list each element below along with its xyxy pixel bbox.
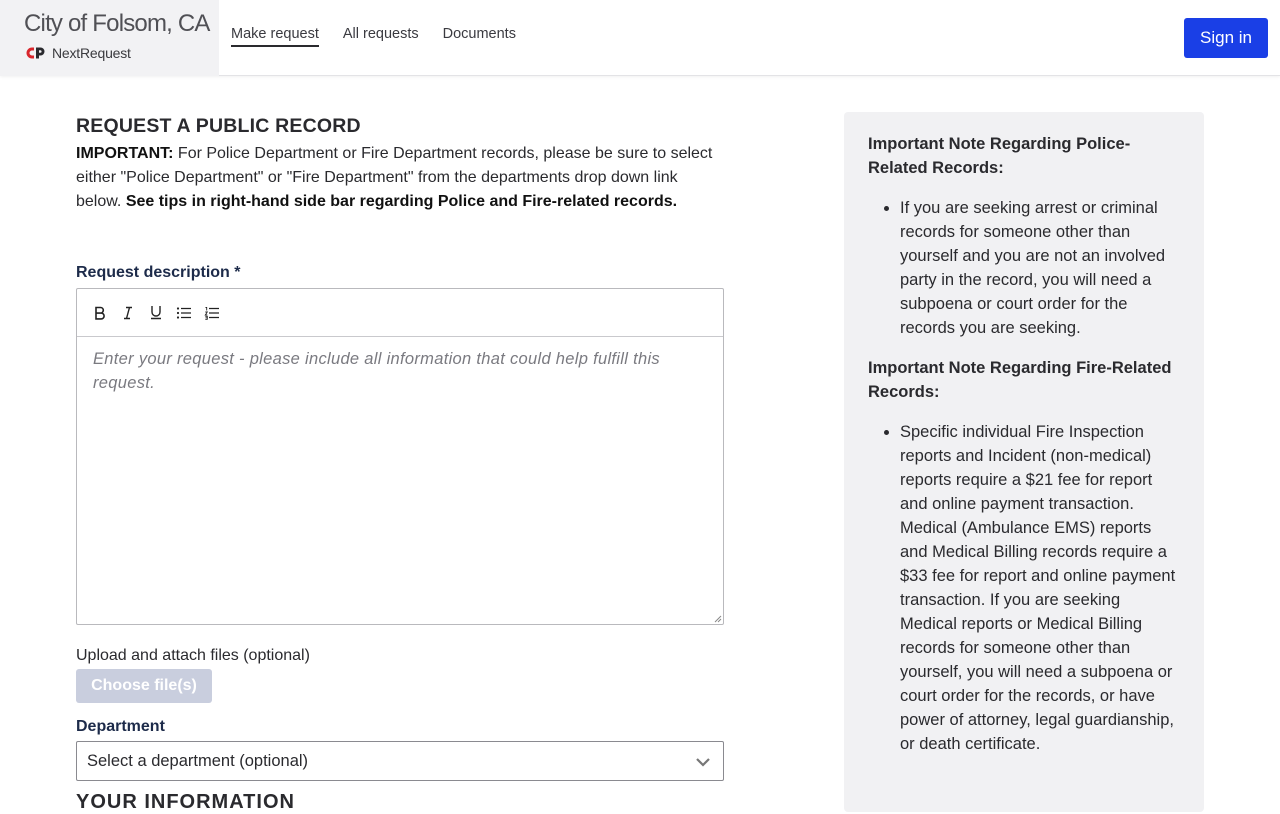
intro-text [76,142,724,214]
chevron-down-icon [695,754,711,770]
bulleted-list-icon[interactable] [175,304,193,322]
intro-tip: See tips in right-hand side bar regarding Police and Fire-related records. [125,193,678,210]
department-selected-value: Select a department (optional) [87,751,309,770]
italic-icon[interactable] [119,304,137,322]
request-description-label-text: Request description [76,264,230,281]
product-name: NextRequest [52,45,131,61]
bold-icon[interactable] [91,304,109,322]
intro-body: For Police Department or Fire Department records, please be sure to select either "Police Department" or "Fire Department" from the departments drop down link below. [76,145,713,210]
fire-note-heading: Important Note Regarding Fire-Related Records: [868,359,1172,401]
sign-in-button[interactable]: Sign in [1184,18,1268,58]
brand[interactable] [0,0,219,76]
intro-important: IMPORTANT: [76,145,174,162]
city-name: City of Folsom, CA [24,10,210,37]
fire-note-item: • Specific individual Fire Inspection reports and Incident (non-medical) reports require a $21 fee for report and online payment transaction. Medical (Ambulance EMS) reports and Medical Billing records require a $33 fee for report and online payment transaction. If you are seeking Medical reports or Medical Billing records for someone other than yourself, you will need a subpoena or court order for the records, or have power of attorney, legal guardianship, or death certificate. [900,420,1180,756]
editor-toolbar [77,289,723,337]
page-title: REQUEST A PUBLIC RECORD [76,115,361,137]
nav-all-requests[interactable]: All requests [342,26,419,42]
site-header [0,0,1280,76]
request-form-intro [76,115,724,214]
nextrequest-logo-icon [25,46,46,60]
request-description-editor [76,288,724,625]
nav-make-request[interactable]: Make request [231,26,319,47]
your-information-heading: YOUR INFORMATION [76,791,295,813]
records-tips-sidebar [844,112,1204,812]
fire-note-list [900,420,1180,756]
upload-label: Upload and attach files (optional) [76,647,310,664]
required-marker: * [234,264,241,281]
product-brand [25,45,131,61]
police-note-heading: Important Note Regarding Police-Related Records: [868,135,1131,177]
numbered-list-icon[interactable] [203,304,221,322]
police-note-item: • If you are seeking arrest or criminal records for someone other than yourself and you are not an involved party in the record, you will need a subpoena or court order for the records you are seeking. [900,196,1180,340]
request-description-label [76,264,241,282]
request-description-input[interactable]: Enter your request - please include all information that could help fulfill this request. [93,350,660,392]
choose-files-button[interactable]: Choose file(s) [76,669,212,703]
underline-icon[interactable] [147,304,165,322]
department-select[interactable] [76,741,724,781]
nav-documents[interactable]: Documents [442,26,516,42]
police-note-list [900,196,1180,340]
main-nav [231,26,516,47]
resize-handle-icon[interactable] [714,615,722,623]
department-label: Department [76,718,165,735]
